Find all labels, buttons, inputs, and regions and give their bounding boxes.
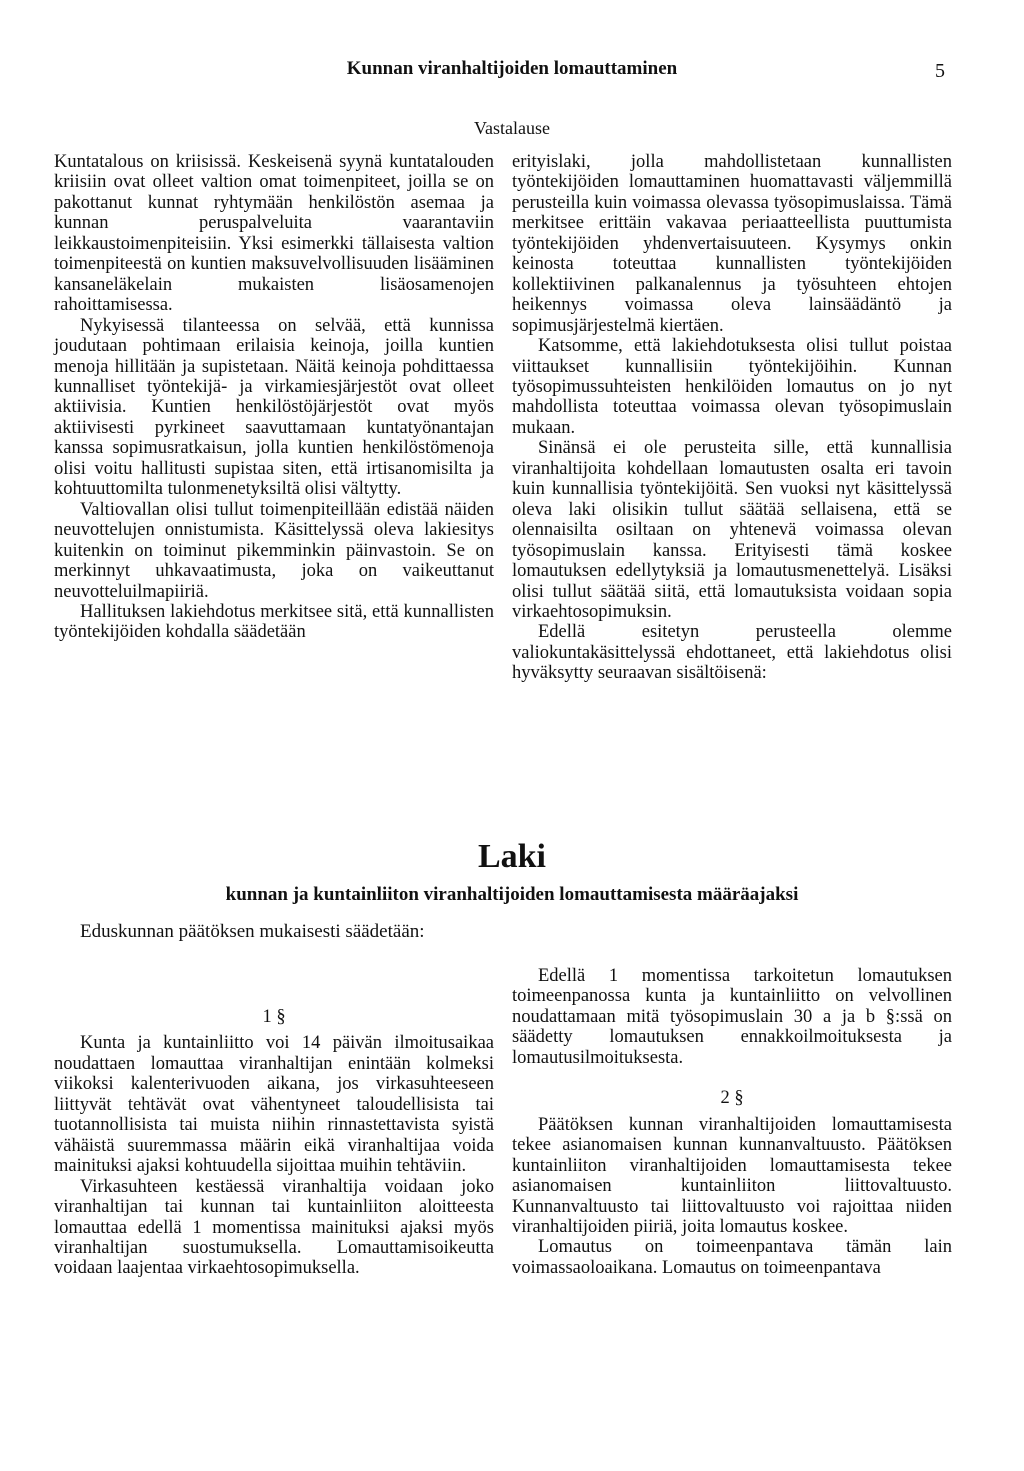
paragraph: Kuntatalous on kriisissä. Keskeisenä syynä kuntatalouden kriisiin ovat olleet valtion omat toimenpiteet, joilla se on pakottanut kunnat ryhtymään henkilöstön asemaa ja kunnan peruspalveluita vaarantaviin leikkaustoimenpiteisiin. Yksi esimerkki tällaisesta valtion toimenpiteestä on kuntien maksuvelvollisuuden lisääminen kansaneläkelain mukaisten lisäosamenojen rahoittamisessa. <box>54 152 494 316</box>
section-number: 2 § <box>720 1088 744 1109</box>
paragraph: Nykyisessä tilanteessa on selvää, että kunnissa joudutaan pohtimaan erilaisia keinoja, joilla kuntien menoja hillitään ja supistetaan. Näitä keinoja pohdittaessa kunnalliset työntekijä- ja virkamiesjärjestöt ovat olleet aktiivisia. Kuntien henkilöstöjärjestöt ovat myös aktiivisesti pyrkineet saavuttamaan kuntatyönantajan kanssa sopimusratkaisun, jolla kuntien henkilöstömenoja olisi voitu hallitusti supistaa siten, että irtisanomisilta ja kohtuuttomilta tulonmenetyksiltä olisi vältytty. <box>54 315 494 500</box>
paragraph: Katsomme, että lakiehdotuksesta olisi tullut poistaa viittaukset kunnallisiin työntekijöihin. Kunnan työsopimussuhteisten henkilöiden lomautus on jo nyt mahdollista toteuttaa voimassa olevan työsopimuslain mukaan. <box>512 336 952 438</box>
running-header-title: Kunnan viranhaltijoiden lomauttaminen <box>346 58 678 79</box>
right-column <box>512 152 952 684</box>
paragraph: Virkasuhteen kestäessä viranhaltija voidaan joko viranhaltijan tai kunnan tai kuntainliiton aloitteesta lomauttaa edellä 1 momentissa mainituksi ajaksi myös viranhaltijan suostumuksella. Lomauttamisoikeutta voidaan laajentaa virkaehtosopimuksella. <box>54 1176 494 1279</box>
law-subtitle: kunnan ja kuntainliiton viranhaltijoiden lomauttamisesta määräajaksi <box>225 884 799 905</box>
section-title: Vastalause <box>474 118 550 138</box>
law-title: Laki <box>477 838 547 875</box>
paragraph: Hallituksen lakiehdotus merkitsee sitä, että kunnallisten työntekijöiden kohdalla säädetään <box>54 601 494 643</box>
law-left-column <box>54 1007 494 1279</box>
paragraph: Sinänsä ei ole perusteita sille, että kunnallisia viranhaltijoita kohdellaan lomautusten osalta eri tavoin kuin kunnallisia työntekijöitä. Sen vuoksi nyt käsittelyssä oleva laki olisikin tullut säätää sellaisena, että se olennaisilta osiltaan on yhtenevä voimassa olevan työsopimuslain kanssa. Erityisesti tämä koskee lomautuksen edellytyksiä ja lomautusmenettelyä. Lisäksi olisi tullut säätää siitä, että lomautuksista voidaan sopia virkaehtosopimuksin. <box>512 438 952 622</box>
left-column <box>54 152 494 643</box>
paragraph: Lomautus on toimeenpantava tämän lain voimassaoloaikana. Lomautus on toimeenpantava <box>512 1237 952 1278</box>
paragraph: Edellä 1 momentissa tarkoitetun lomautuksen toimeenpanossa kunta ja kuntainliitto on velvollinen noudattamaan mitä työsopimuslain 30 a ja b §:ssä on säädetty lomautuksen ennakkoilmoituksesta ja lomautusilmoituksesta. <box>512 966 952 1068</box>
enactment-clause: Eduskunnan päätöksen mukaisesti säädetään: <box>80 921 425 942</box>
paragraph: Valtiovallan olisi tullut toimenpiteillään edistää näiden neuvottelujen onnistumista. Käsittelyssä oleva lakiesitys kuitenkin on toiminut pikemminkin päinvastoin. Se on merkinnyt uhkavaatimusta, joka on vaikeuttanut neuvotteluilmapiiriä. <box>54 499 494 602</box>
paragraph: Edellä esitetyn perusteella olemme valiokuntakäsittelyssä ehdottaneet, että lakiehdotus olisi hyväksytty seuraavan sisältöisenä: <box>512 622 952 684</box>
law-right-column <box>512 966 952 1278</box>
paragraph: Kunta ja kuntainliitto voi 14 päivän ilmoitusaikaa noudattaen lomauttaa viranhaltijan enintään kolmeksi viikoksi kalenterivuoden aikana, jos virkasuhteeseen liittyvät tehtävät ovat vähentyneet taloudellisista tai tuotannollisista tai muista niihin rinnastettavista syistä vähäistä suuremmassa määrin eikä viranhaltijaa voida mainituksi ajaksi kohtuudella sijoittaa muihin tehtäviin. <box>54 1033 494 1177</box>
section-number: 1 § <box>262 1007 286 1027</box>
spacer <box>512 1068 952 1088</box>
paragraph: Päätöksen kunnan viranhaltijoiden lomauttamisesta tekee asianomaisen kunnan kunnanvaltuusto. Päätöksen kuntainliiton viranhaltijoiden lomauttamisesta tekee asianomaisen kuntainliiton liittovaltuusto. Kunnanvaltuusto tai liittovaltuusto voi rajoittaa niiden viranhaltijoiden piiriä, joita lomautus koskee. <box>512 1114 952 1237</box>
page-number: 5 <box>935 60 945 82</box>
paragraph: erityislaki, jolla mahdollistetaan kunnallisten työntekijöiden lomauttaminen huomattavasti väljemmillä perusteilla kuin voimassa olevassa työsopimuslaissa. Tämä merkitsee erittäin vakavaa periaatteellista puuttumista työntekijöiden yhdenvertaisuuteen. Kysymys onkin keinosta toteuttaa kunnallisten työntekijöiden kollektiivinen palkanalennus ja työsuhteen ehtojen heikennys voimassa oleva lainsäädäntö ja sopimusjärjestelmä kiertäen. <box>512 152 952 336</box>
